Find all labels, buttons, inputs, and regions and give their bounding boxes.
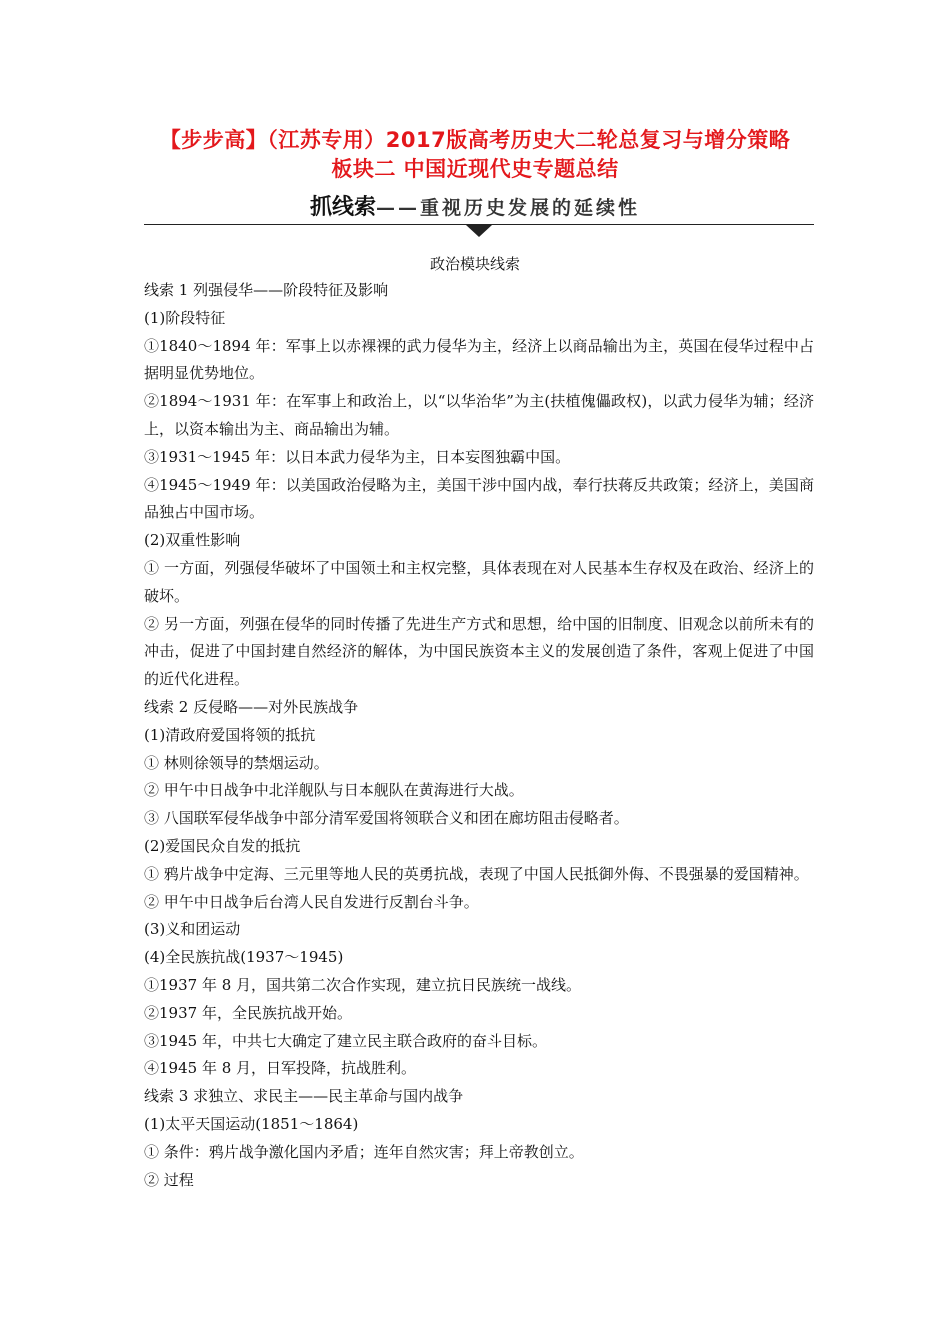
subheading: (2)双重性影响 <box>144 531 241 550</box>
paragraph: ②1937 年，全民族抗战开始。 <box>144 1003 352 1022</box>
divider-triangle-icon <box>466 225 492 237</box>
clue-heading: 线索 2 反侵略——对外民族战争 <box>144 697 359 716</box>
paragraph: ② 过程 <box>144 1170 194 1189</box>
paragraph: ② 甲午中日战争中北洋舰队与日本舰队在黄海进行大战。 <box>144 781 524 800</box>
paragraph: ② 甲午中日战争后台湾人民自发进行反割台斗争。 <box>144 892 479 911</box>
paragraph: ① 一方面，列强侵华破坏了中国领土和主权完整，具体表现在对人民基本生存权及在政治、经济上的破坏。 <box>144 558 814 605</box>
paragraph: ②1894～1931 年：在军事上和政治上，以“以华治华”为主(扶植傀儡政权)，以武力侵华为辅；经济上，以资本输出为主、商品输出为辅。 <box>144 392 814 438</box>
paragraph: ③ 八国联军侵华战争中部分清军爱国将领联合义和团在廊坊阻击侵略者。 <box>144 809 629 828</box>
paragraph: ③1945 年，中共七大确定了建立民主联合政府的奋斗目标。 <box>144 1031 547 1050</box>
subheading: (1)清政府爱国将领的抵抗 <box>144 725 316 744</box>
paragraph: ① 鸦片战争中定海、三元里等地人民的英勇抗战，表现了中国人民抵御外侮、不畏强暴的爱国精神。 <box>144 864 809 883</box>
banner-main-text: 抓线索 <box>309 195 376 220</box>
paragraph: ③1931～1945 年：以日本武力侵华为主，日本妄图独霸中国。 <box>144 447 571 466</box>
subheading: (1)阶段特征 <box>144 308 226 327</box>
clue-heading: 线索 1 列强侵华——阶段特征及影响 <box>144 281 389 299</box>
paragraph: ① 条件：鸦片战争激化国内矛盾；连年自然灾害；拜上帝教创立。 <box>144 1142 584 1161</box>
clue-heading: 线索 3 求独立、求民主——民主革命与国内战争 <box>144 1087 464 1106</box>
section-banner <box>0 190 950 221</box>
document-body <box>144 277 814 1194</box>
document-title-line-1: 【步步高】（江苏专用）2017版高考历史大二轮总复习与增分策略 <box>159 128 791 152</box>
paragraph: ④1945 年 8 月，日军投降，抗战胜利。 <box>144 1059 417 1078</box>
subheading: (3)义和团运动 <box>144 920 241 939</box>
document-title-line-2: 板块二 中国近现代史专题总结 <box>331 157 619 181</box>
subheading: (2)爱国民众自发的抵抗 <box>144 836 301 855</box>
paragraph: ① 林则徐领导的禁烟运动。 <box>144 753 329 772</box>
paragraph: ② 另一方面，列强在侵华的同时传播了先进生产方式和思想，给中国的旧制度、旧观念以前所未有的冲击，促进了中国封建自然经济的解体，为中国民族资本主义的发展创造了条件，客观上促进了中国的近代化进程。 <box>144 614 814 689</box>
banner-sub-text: ——重视历史发展的延续性 <box>376 197 641 219</box>
section-heading: 政治模块线索 <box>429 255 520 273</box>
paragraph: ④1945～1949 年：以美国政治侵略为主，美国干涉中国内战，奉行扶蒋反共政策；经济上，美国商品独占中国市场。 <box>144 475 814 522</box>
paragraph: ①1937 年 8 月，国共第二次合作实现，建立抗日民族统一战线。 <box>144 975 582 994</box>
subheading: (1)太平天国运动(1851～1864) <box>144 1114 359 1133</box>
paragraph: ①1840～1894 年：军事上以赤裸裸的武力侵华为主，经济上以商品输出为主，英国在侵华过程中占据明显优势地位。 <box>144 336 814 383</box>
subheading: (4)全民族抗战(1937～1945) <box>144 948 344 967</box>
